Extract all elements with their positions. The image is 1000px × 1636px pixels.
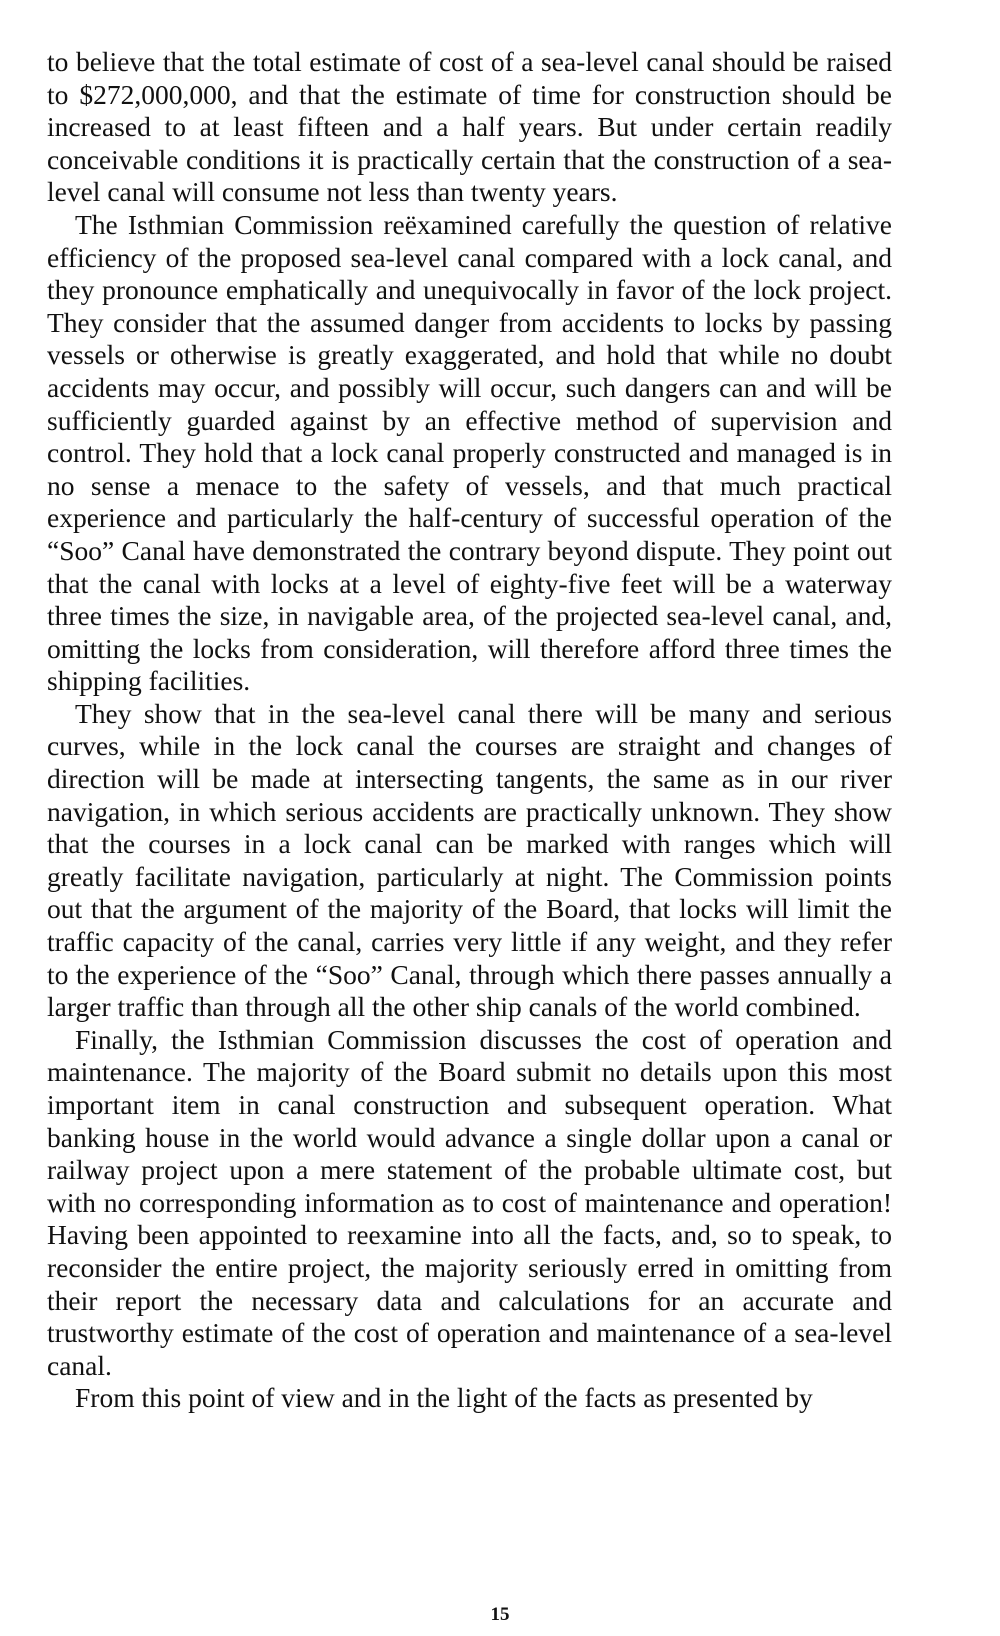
page-number: 15: [490, 1604, 510, 1625]
paragraph-point-of-view: From this point of view and in the light of the facts as presented by: [75, 1382, 813, 1414]
paragraph-continued: to believe that the total estimate of cost of a sea-level canal should be raised to $272,000,000, and that the estimate of time for construction should be increased to at least fifteen and a half years. But under certain readily conceivable conditions it is practically certain that the construction of a sea-level canal will consume not less than twenty years.: [47, 46, 892, 208]
paragraph-commission-efficiency: The Isthmian Commission reëxamined carefully the question of relative efficiency of the proposed sea-level canal compared with a lock canal, and they pronounce emphatically and unequivocally in favor of the lock project. They consider that the assumed danger from accidents to locks by passing vessels or otherwise is greatly exaggerated, and hold that while no doubt accidents may occur, and possibly will occur, such dangers can and will be sufficiently guarded against by an effective method of supervision and control. They hold that a lock canal properly constructed and managed is in no sense a menace to the safety of vessels, and that much practical experience and particularly the half-century of successful operation of the “Soo” Canal have demonstrated the contrary beyond dispute. They point out that the canal with locks at a level of eighty-five feet will be a waterway three times the size, in navigable area, of the projected sea-level canal, and, omitting the locks from consideration, will therefore afford three times the shipping facilities.: [47, 208, 892, 697]
paragraph-cost-operation: Finally, the Isthmian Commission discusses the cost of operation and maintenance. The majority of the Board submit no details upon this most important item in canal construction and subsequent operation. What banking house in the world would advance a single dollar upon a canal or railway project upon a mere statement of the probable ultimate cost, but with no corresponding information as to cost of maintenance and operation! Having been appointed to reexamine into all the facts, and, so to speak, to reconsider the entire project, the majority seriously erred in omitting from their report the necessary data and calculations for an accurate and trustworthy estimate of the cost of operation and maintenance of a sea-level canal.: [47, 1023, 892, 1381]
page-body: [47, 46, 892, 1415]
paragraph-curves-navigation: They show that in the sea-level canal there will be many and serious curves, while in the lock canal the courses are straight and changes of direction will be made at intersecting tangents, the same as in our river navigation, in which serious accidents are practically unknown. They show that the courses in a lock canal can be marked with ranges which will greatly facilitate navigation, particularly at night. The Commission points out that the argument of the majority of the Board, that locks will limit the traffic capacity of the canal, carries very little if any weight, and they refer to the experience of the “Soo” Canal, through which there passes annually a larger traffic than through all the other ship canals of the world combined.: [47, 697, 892, 1023]
